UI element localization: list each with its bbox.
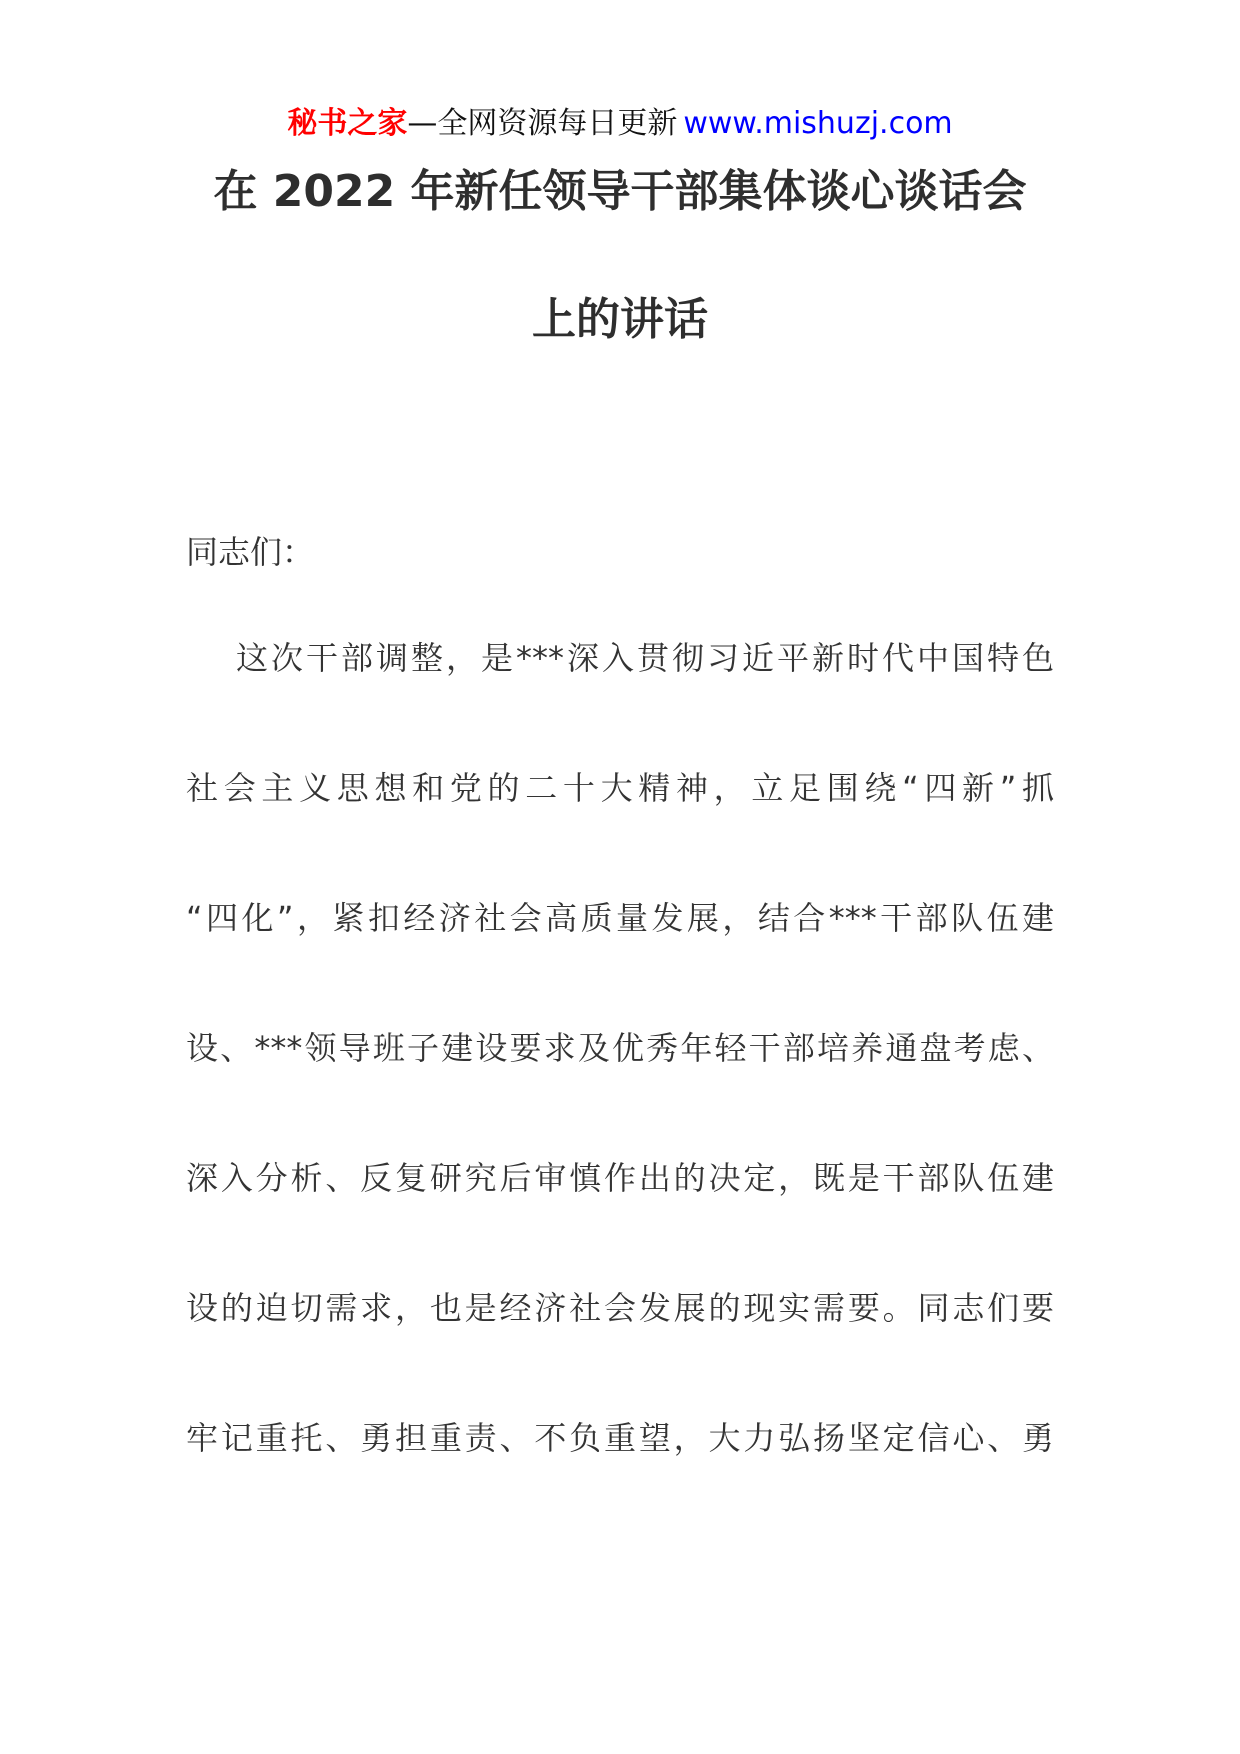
body-text-line: 社会主义思想和党的二十大精神，立足围绕“四新”抓 (186, 769, 1054, 807)
document-title-line-2: 上的讲话 (532, 294, 708, 345)
body-text-line: 设、***领导班子建设要求及优秀年轻干部培养通盘考虑、 (186, 1029, 1054, 1067)
body-text-line: 这次干部调整，是***深入贯彻习近平新时代中国特色 (236, 639, 1054, 677)
site-url-link[interactable]: www.mishuzj.com (683, 106, 953, 141)
site-tagline: —全网资源每日更新 (407, 106, 678, 141)
body-text-line: 牢记重托、勇担重责、不负重望，大力弘扬坚定信心、勇 (186, 1419, 1054, 1457)
body-text-line: 深入分析、反复研究后审慎作出的决定，既是干部队伍建 (186, 1159, 1054, 1197)
body-text-line: “四化”，紧扣经济社会高质量发展，结合***干部队伍建 (186, 899, 1054, 937)
site-header (0, 104, 1240, 144)
site-name: 秘书之家 (287, 106, 408, 141)
document-title-line-1: 在 2022 年新任领导干部集体谈心谈话会 (213, 166, 1027, 217)
body-text-line: 设的迫切需求，也是经济社会发展的现实需要。同志们要 (186, 1289, 1054, 1327)
salutation: 同志们： (186, 533, 315, 571)
